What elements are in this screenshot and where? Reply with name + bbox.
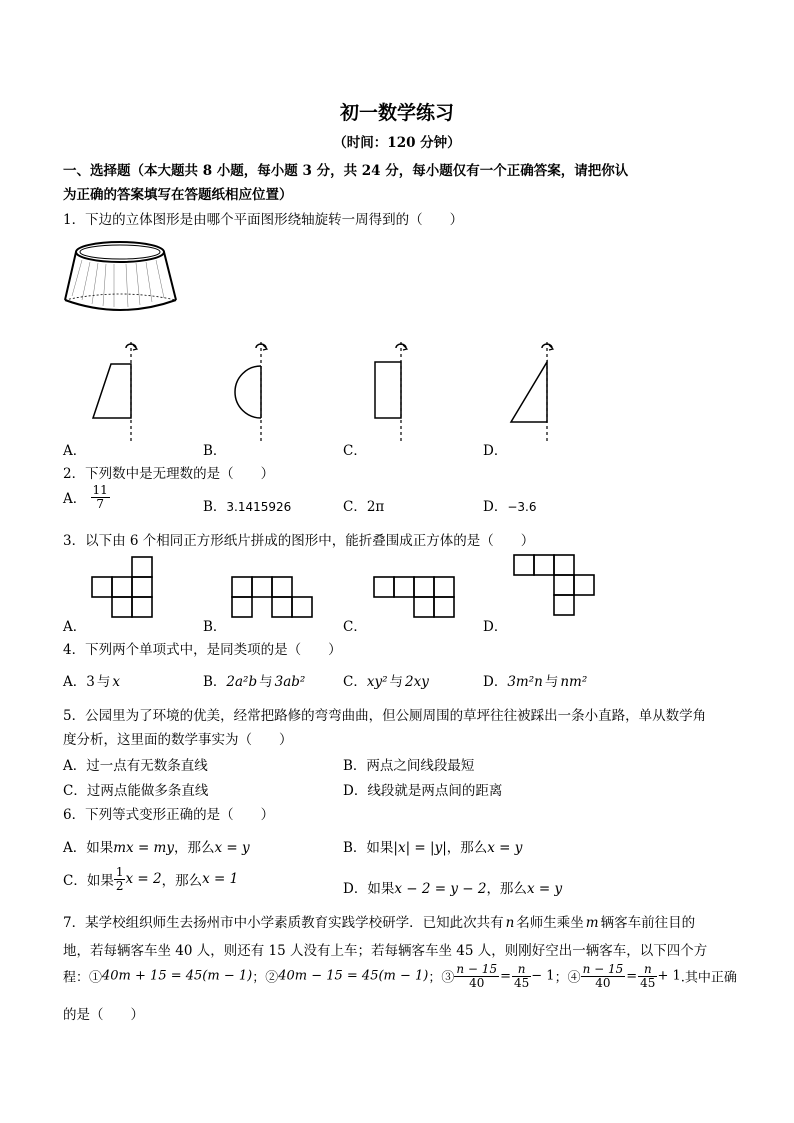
q6-stem: 6．下列等式变形正确的是（ ） <box>63 807 275 823</box>
q1-option-a-trapezoid <box>85 338 145 446</box>
q3-option-a-label[interactable]: A． <box>63 619 87 635</box>
q3-option-a-net <box>90 555 154 621</box>
q6-option-c[interactable]: C．如果 $\frac{1}{2}$ x = 2，那么x = 1 <box>63 865 239 893</box>
q6-option-d[interactable]: D．如果x − 2 = y − 2，那么x = y <box>343 881 563 897</box>
q3-option-c-label[interactable]: C． <box>343 619 367 635</box>
q1-option-c-rectangle <box>365 338 425 446</box>
q4-option-d[interactable]: D．3m²n 与 nm² <box>483 674 588 690</box>
q3-option-b-label[interactable]: B． <box>203 619 227 635</box>
page-subtitle: （时间：120 分钟） <box>333 135 461 151</box>
q2-option-c-value: 2π <box>366 499 385 515</box>
section-heading-line2: 为正确的答案填写在答题纸相应位置） <box>63 187 293 203</box>
q5-stem-line1: 5．公园里为了环境的优美，经常把路修的弯弯曲曲，但公厕周围的草坪往往被踩出一条小直路，单从数学角 <box>63 708 707 724</box>
q5-option-c[interactable]: C．过两点能做多条直线 <box>63 783 209 799</box>
q2-option-b[interactable] <box>203 495 291 515</box>
q2-option-d-value: −3.6 <box>507 500 537 514</box>
page-title: 初一数学练习 <box>339 102 454 124</box>
q6-option-a[interactable]: A．如果mx = my，那么x = y <box>63 840 250 856</box>
q5-option-d[interactable]: D．线段就是两点间的距离 <box>343 783 503 799</box>
q1-option-b-semicircle <box>225 338 285 446</box>
q5-option-a[interactable]: A．过一点有无数条直线 <box>63 758 208 774</box>
q4-option-c[interactable]: C．xy² 与 2xy <box>343 674 429 690</box>
q2-option-a-fraction: $\frac{11}{7}$ <box>92 483 108 511</box>
q1-option-b-label[interactable]: B． <box>203 443 227 459</box>
q1-frustum-figure <box>60 238 180 318</box>
q7-stem-line4: 的是（ ） <box>63 1007 144 1023</box>
q2-option-a-label: A． <box>63 491 87 508</box>
q5-stem-line2: 度分析，这里面的数学事实为（ ） <box>63 732 293 748</box>
q7-stem-line3: 程：①40m + 15 = 45(m − 1)；②40m − 15 = 45(m − 1)；③ $\frac{n - 15}{40}$ = $\frac{n}{45}$ − 1；④ $\frac{n - 15}{40}$ = $\frac{n}{45}$ + 1.其中正确 <box>63 962 737 990</box>
section-heading-line1: 一、选择题（本大题共 8 小题，每小题 3 分，共 24 分，每小题仅有一个正确答案，请把你认 <box>63 163 629 179</box>
q1-stem: 1．下边的立体图形是由哪个平面图形绕轴旋转一周得到的（ ） <box>63 212 464 228</box>
q3-option-d-net <box>512 553 600 619</box>
q7-stem-line1: 7．某学校组织师生去扬州市中小学素质教育实践学校研学．已知此次共有 n 名师生乘坐 m 辆客车前往目的 <box>63 915 696 931</box>
q7-stem-line2: 地，若每辆客车坐 40 人，则还有 15 人没有上车；若每辆客车坐 45 人，则刚好空出一辆客车，以下四个方 <box>63 943 708 959</box>
q3-stem: 3．以下由 6 个相同正方形纸片拼成的图形中，能折叠围成正方体的是（ ） <box>63 533 535 549</box>
q3-option-b-net <box>230 575 318 621</box>
q4-option-a[interactable]: A．3 与 x <box>63 674 120 690</box>
q2-option-b-label: B． <box>203 499 227 515</box>
q4-stem: 4．下列两个单项式中，是同类项的是（ ） <box>63 642 342 658</box>
q3-option-d-label[interactable]: D． <box>483 619 508 635</box>
q2-option-d-label: D． <box>483 499 508 515</box>
q5-option-b[interactable]: B．两点之间线段最短 <box>343 758 475 774</box>
q2-option-a[interactable] <box>63 484 110 510</box>
q1-option-c-label[interactable]: C． <box>343 443 367 459</box>
q2-option-b-value: 3.1415926 <box>226 500 292 514</box>
q2-option-c[interactable] <box>343 495 384 515</box>
q2-option-c-label: C． <box>343 499 367 515</box>
q4-option-b[interactable]: B．2a²b 与 3ab² <box>203 674 306 690</box>
q3-option-c-net <box>372 575 460 621</box>
q2-stem: 2．下列数中是无理数的是（ ） <box>63 466 275 482</box>
q1-option-d-triangle <box>505 338 565 446</box>
q1-option-d-label[interactable]: D． <box>483 443 508 459</box>
q6-option-b[interactable]: B．如果|x| = |y|，那么x = y <box>343 840 523 856</box>
q2-option-d[interactable] <box>483 495 536 515</box>
q1-option-a-label[interactable]: A． <box>63 443 87 459</box>
